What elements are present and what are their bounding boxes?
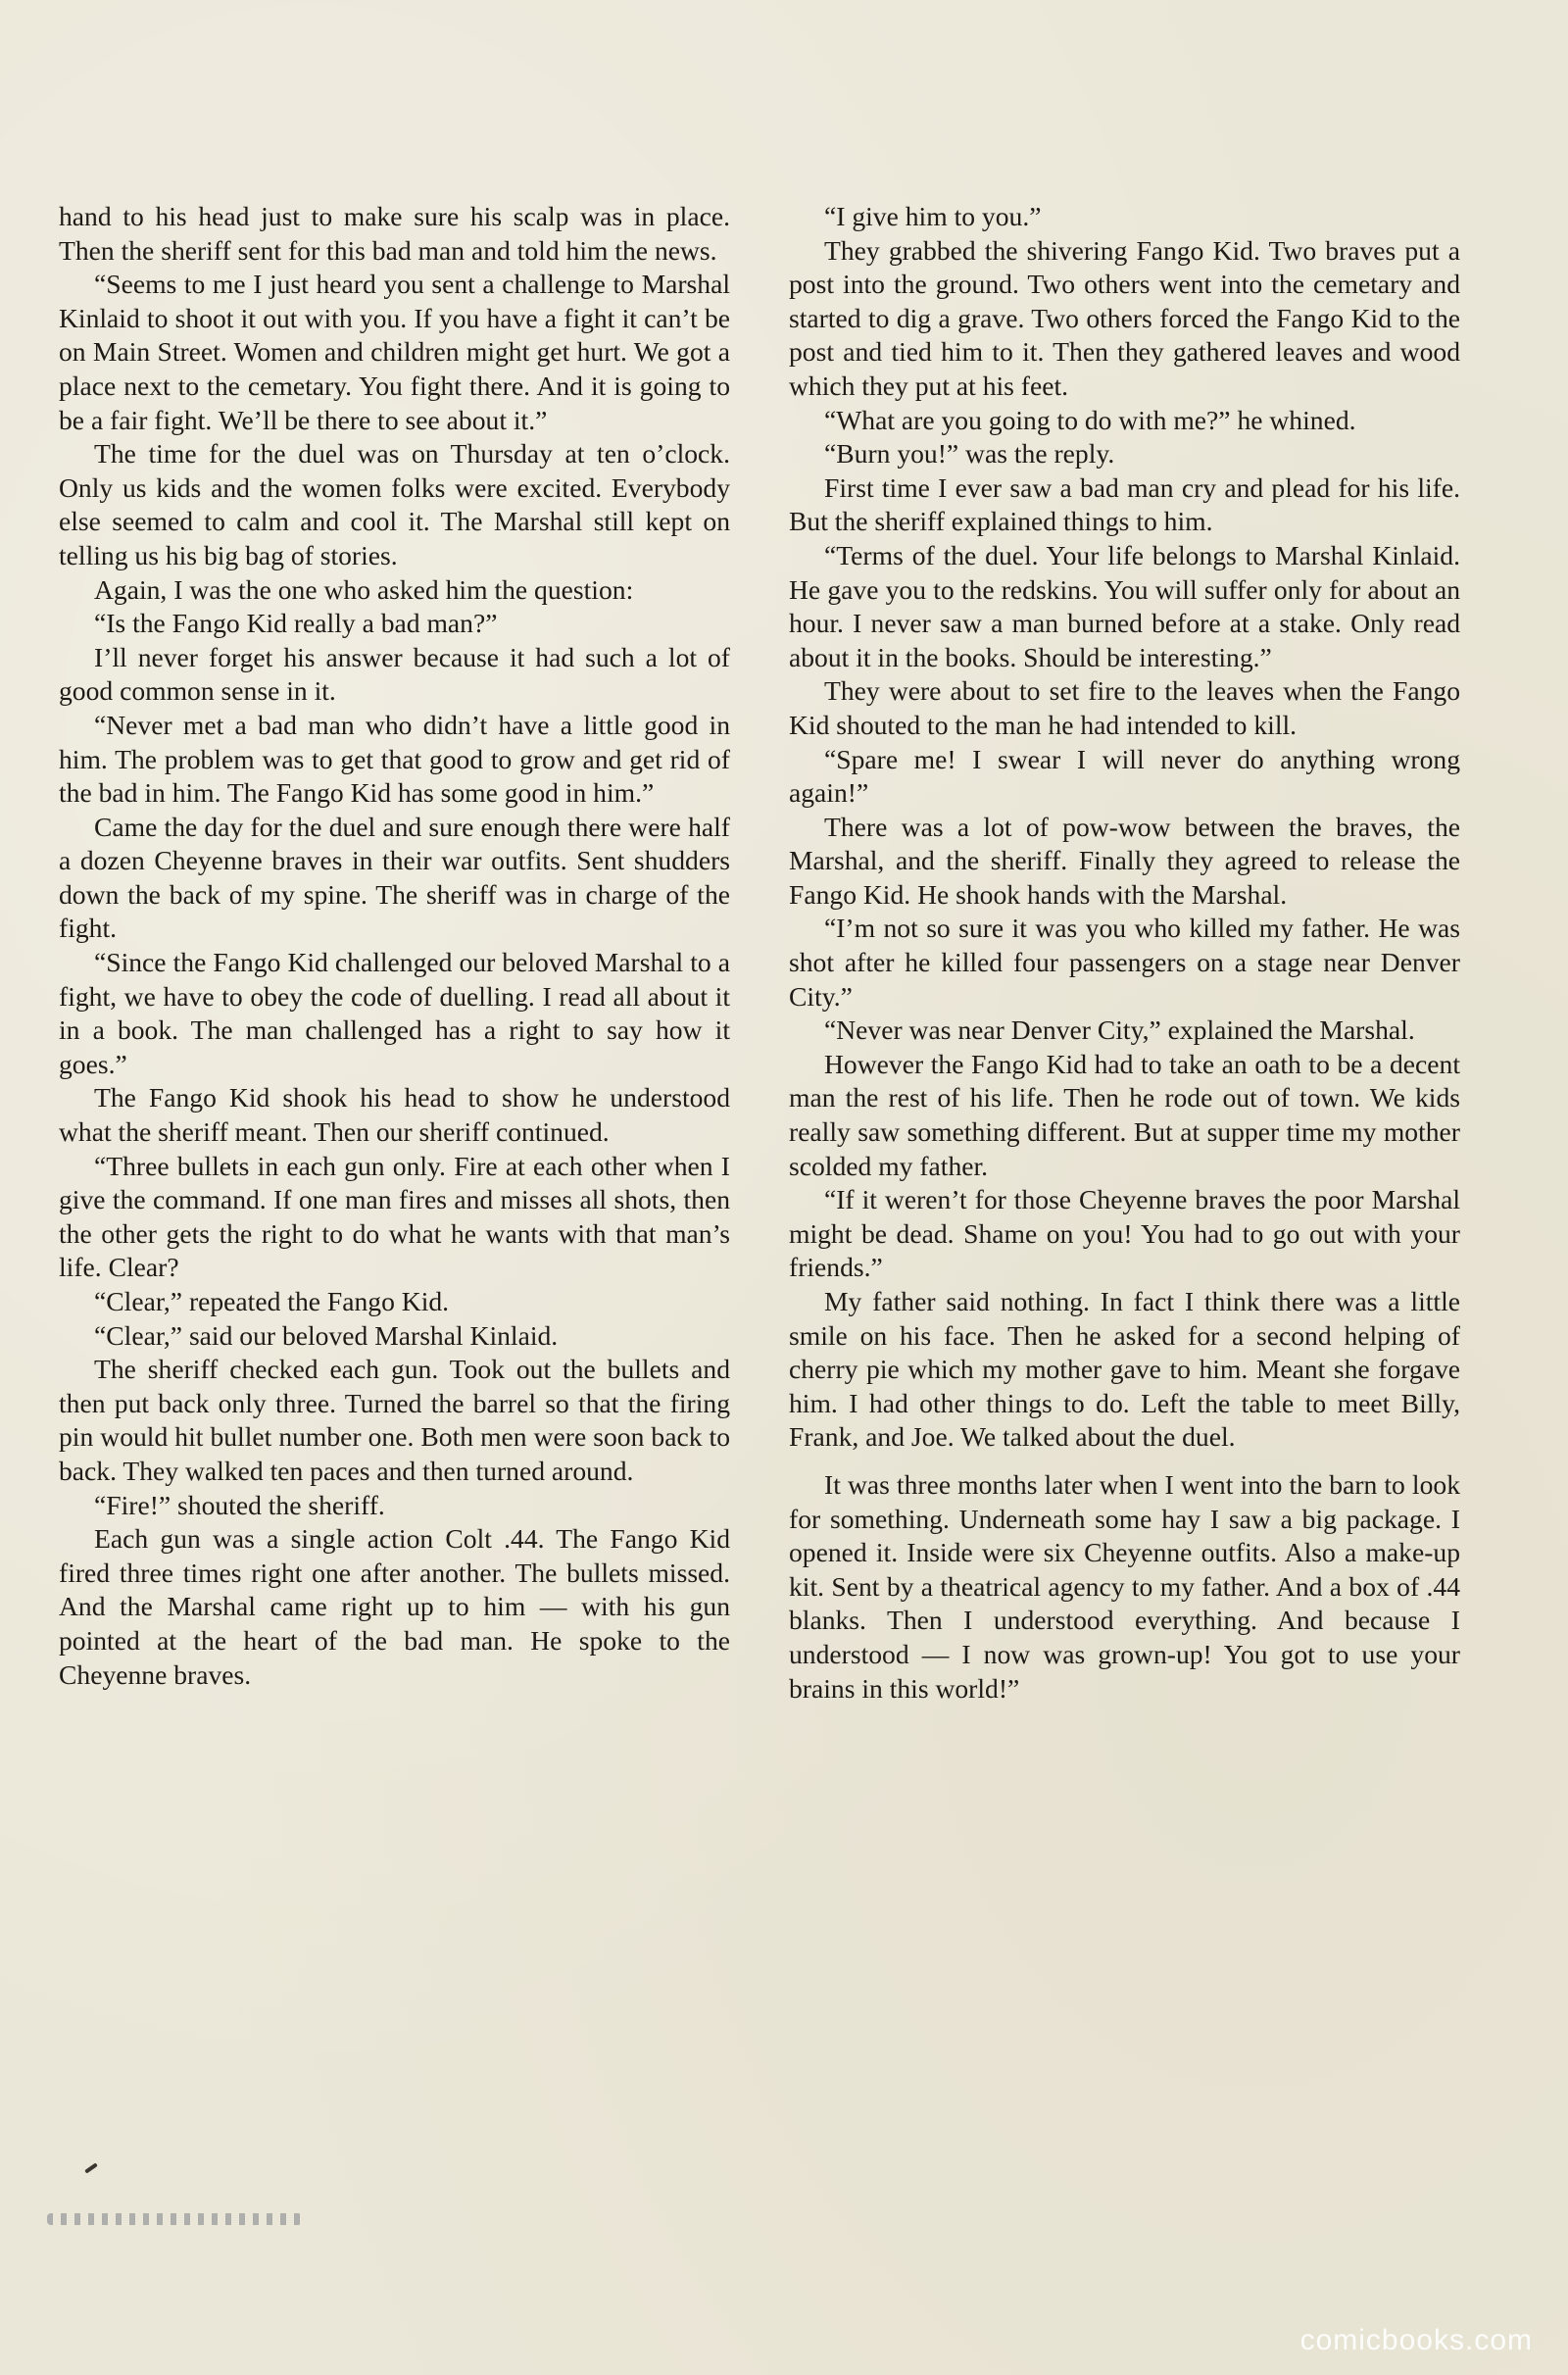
paragraph: They grabbed the shivering Fango Kid. Two braves put a post into the ground. Two others went into the cemetary and started to dig a grave. Two others forced the Fango Kid to the post and tied him to it. Then they gathered leaves and wood which they put at his feet. <box>789 234 1460 401</box>
left-text-column <box>59 200 730 1692</box>
paragraph: “What are you going to do with me?” he whined. <box>824 404 1356 435</box>
paragraph: “I’m not so sure it was you who killed my father. He was shot after he killed four passengers on a stage near Denver City.” <box>789 913 1460 1012</box>
print-smudge <box>47 2213 302 2225</box>
paragraph: “Is the Fango Kid really a bad man?” <box>94 608 498 639</box>
paragraph: “If it weren’t for those Cheyenne braves the poor Marshal might be dead. Shame on you! You had to go out with your friends.” <box>789 1184 1460 1283</box>
paragraph: “Fire!” shouted the sheriff. <box>94 1489 385 1520</box>
paragraph: However the Fango Kid had to take an oath to be a decent man the rest of his life. Then he rode out of town. We kids really saw something different. But at supper time my mother scolded my father. <box>789 1048 1460 1181</box>
paragraph: “Spare me! I swear I will never do anything wrong again!” <box>789 743 1460 809</box>
paragraph: I’ll never forget his answer because it had such a lot of good common sense in it. <box>59 641 730 707</box>
paragraph: “Terms of the duel. Your life belongs to Marshal Kinlaid. He gave you to the redskins. You will suffer only for about an hour. I never saw a man burned before at a stake. Only read about it in the books. Should be interesting.” <box>789 539 1460 672</box>
paragraph: The time for the duel was on Thursday at ten o’clock. Only us kids and the women folks were excited. Everybody else seemed to calm and cool it. The Marshal still kept on telling us his big bag of stories. <box>59 438 730 570</box>
paragraph: “Since the Fango Kid challenged our beloved Marshal to a fight, we have to obey the code of duelling. I read all about it in a book. The man challenged has a right to say how it goes.” <box>59 947 730 1079</box>
paragraph: Came the day for the duel and sure enough there were half a dozen Cheyenne braves in their war outfits. Sent shudders down the back of my spine. The sheriff was in charge of the fight. <box>59 811 730 944</box>
paragraph: “Seems to me I just heard you sent a challenge to Marshal Kinlaid to shoot it out with you. If you have a fight it can’t be on Main Street. Women and children might get hurt. We got a place next to the cemetary. You fight there. And it is going to be a fair fight. We’ll be there to see about it.” <box>59 269 730 435</box>
ink-mark <box>84 2162 98 2173</box>
paragraph: “Three bullets in each gun only. Fire at each other when I give the command. If one man fires and misses all shots, then the other gets the right to do what he wants with that man’s life. Clear? <box>59 1150 730 1283</box>
paragraph: hand to his head just to make sure his scalp was in place. Then the sheriff sent for this bad man and told him the news. <box>59 201 730 266</box>
paragraph: The sheriff checked each gun. Took out the bullets and then put back only three. Turned the barrel so that the firing pin would hit bullet number one. Both men were soon back to back. They walked ten paces and then turned around. <box>59 1354 730 1486</box>
paragraph: Each gun was a single action Colt .44. The Fango Kid fired three times right one after another. The bullets missed. And the Marshal came right up to him — with his gun pointed at the heart of the bad man. He spoke to the Cheyenne braves. <box>59 1523 730 1690</box>
site-watermark: comicbooks.com <box>1299 2324 1533 2356</box>
paragraph: “I give him to you.” <box>824 201 1042 231</box>
right-text-column <box>789 200 1460 1706</box>
paragraph: “Clear,” repeated the Fango Kid. <box>94 1286 450 1316</box>
paragraph: “Burn you!” was the reply. <box>824 438 1115 470</box>
paragraph: There was a lot of pow-wow between the braves, the Marshal, and the sheriff. Finally they agreed to release the Fango Kid. He shook hands with the Marshal. <box>789 811 1460 910</box>
paragraph: “Never was near Denver City,” explained the Marshal. <box>824 1014 1415 1046</box>
paragraph: It was three months later when I went into the barn to look for something. Underneath some hay I saw a big package. I opened it. Inside were six Cheyenne outfits. Also a make-up kit. Sent by a theatrical agency to my father. And a box of .44 blanks. Then I understood everything. And because I understood — I now was grown-up! You got to use your brains in this world!” <box>789 1468 1460 1704</box>
paragraph: The Fango Kid shook his head to show he understood what the sheriff meant. Then our sheriff continued. <box>59 1082 730 1148</box>
paragraph: “Never met a bad man who didn’t have a little good in him. The problem was to get that good to grow and get rid of the bad in him. The Fango Kid has some good in him.” <box>59 709 730 809</box>
paragraph: First time I ever saw a bad man cry and plead for his life. But the sheriff explained things to him. <box>789 471 1460 537</box>
paragraph: Again, I was the one who asked him the question: <box>94 573 634 605</box>
paragraph: “Clear,” said our beloved Marshal Kinlaid. <box>94 1319 559 1351</box>
paragraph: They were about to set fire to the leaves when the Fango Kid shouted to the man he had intended to kill. <box>789 675 1460 740</box>
paragraph: My father said nothing. In fact I think there was a little smile on his face. Then he asked for a second helping of cherry pie which my mother gave to him. Meant she forgave him. I had other things to do. Left the table to meet Billy, Frank, and Joe. We talked about the duel. <box>789 1286 1460 1453</box>
